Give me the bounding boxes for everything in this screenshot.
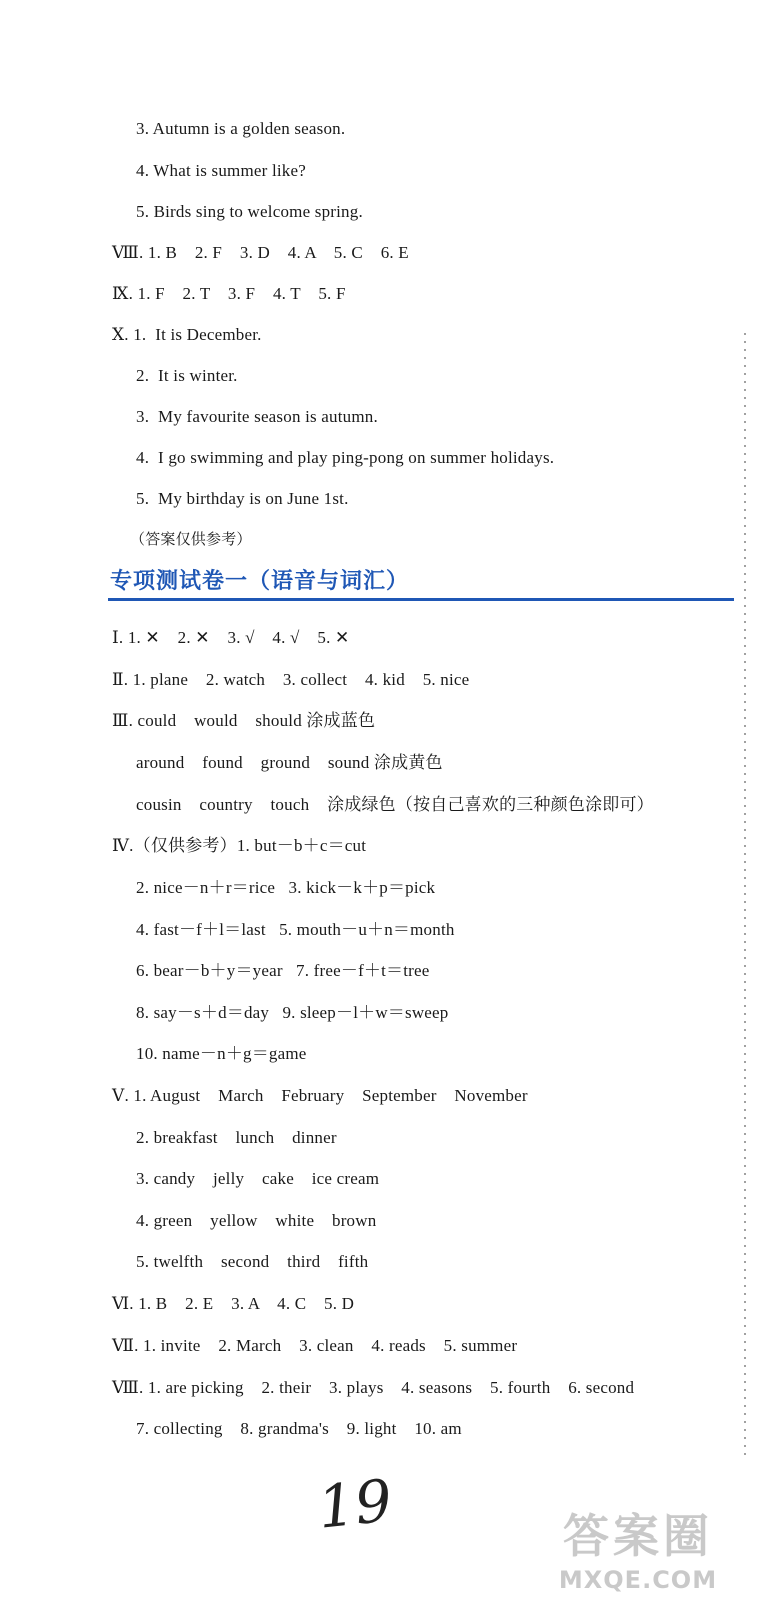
answer-line: Ⅹ. 1. It is December. <box>112 325 262 344</box>
answer-line: Ⅴ. 1. August March February September November <box>112 1086 528 1105</box>
section-divider <box>108 598 734 601</box>
answer-line: Ⅸ. 1. F 2. T 3. F 4. T 5. F <box>112 284 346 303</box>
answer-line: 3. candy jelly cake ice cream <box>136 1169 380 1188</box>
answer-line: Ⅳ.（仅供参考）1. but－b＋c＝cut <box>112 836 367 855</box>
answer-line: Ⅰ. 1. ✕ 2. ✕ 3. √ 4. √ 5. ✕ <box>112 628 350 647</box>
answer-line: 2. It is winter. <box>136 366 238 385</box>
answer-line: 4. green yellow white brown <box>136 1211 377 1230</box>
answer-line: 6. bear－b＋y＝year 7. free－f＋t＝tree <box>136 961 430 980</box>
reference-note: （答案仅供参考） <box>130 532 252 548</box>
answer-line: cousin country touch 涂成绿色（按自己喜欢的三种颜色涂即可） <box>136 795 654 814</box>
watermark-text: 答案圈 <box>563 1509 713 1563</box>
answer-line: 5. Birds sing to welcome spring. <box>136 202 363 221</box>
answer-line: Ⅵ. 1. B 2. E 3. A 4. C 5. D <box>112 1294 355 1313</box>
section-title: 专项测试卷一（语音与词汇） <box>110 569 410 594</box>
answer-line: 8. say－s＋d＝day 9. sleep－l＋w＝sweep <box>136 1003 449 1022</box>
answer-line: Ⅷ. 1. B 2. F 3. D 4. A 5. C 6. E <box>112 243 409 262</box>
answer-line: around found ground sound 涂成黄色 <box>136 753 443 772</box>
answer-line: Ⅷ. 1. are picking 2. their 3. plays 4. seasons 5. fourth 6. second <box>112 1378 635 1397</box>
answer-line: 2. nice－n＋r＝rice 3. kick－k＋p＝pick <box>136 878 436 897</box>
answer-line: 4. What is summer like? <box>136 161 307 180</box>
answer-line: Ⅱ. 1. plane 2. watch 3. collect 4. kid 5. nice <box>112 670 470 689</box>
answer-line: 7. collecting 8. grandma's 9. light 10. am <box>136 1419 462 1438</box>
answer-line: 5. twelfth second third fifth <box>136 1252 369 1271</box>
page-number: 19 <box>314 1466 396 1542</box>
watermark <box>520 1500 756 1594</box>
answer-line: 3. My favourite season is autumn. <box>136 407 378 426</box>
answer-line: 2. breakfast lunch dinner <box>136 1128 337 1147</box>
watermark-url: MXQE.COM <box>558 1566 718 1594</box>
answer-line: 4. fast－f＋l＝last 5. mouth－u＋n＝month <box>136 920 455 939</box>
answer-line: 4. I go swimming and play ping-pong on summer holidays. <box>136 448 555 467</box>
answer-line: Ⅶ. 1. invite 2. March 3. clean 4. reads 5. summer <box>112 1336 518 1355</box>
binding-dotted-line <box>744 330 746 1460</box>
answer-line: Ⅲ. could would should 涂成蓝色 <box>112 711 376 730</box>
answer-line: 10. name－n＋g＝game <box>136 1044 307 1063</box>
answer-line: 3. Autumn is a golden season. <box>136 119 346 138</box>
answer-line: 5. My birthday is on June 1st. <box>136 489 349 508</box>
